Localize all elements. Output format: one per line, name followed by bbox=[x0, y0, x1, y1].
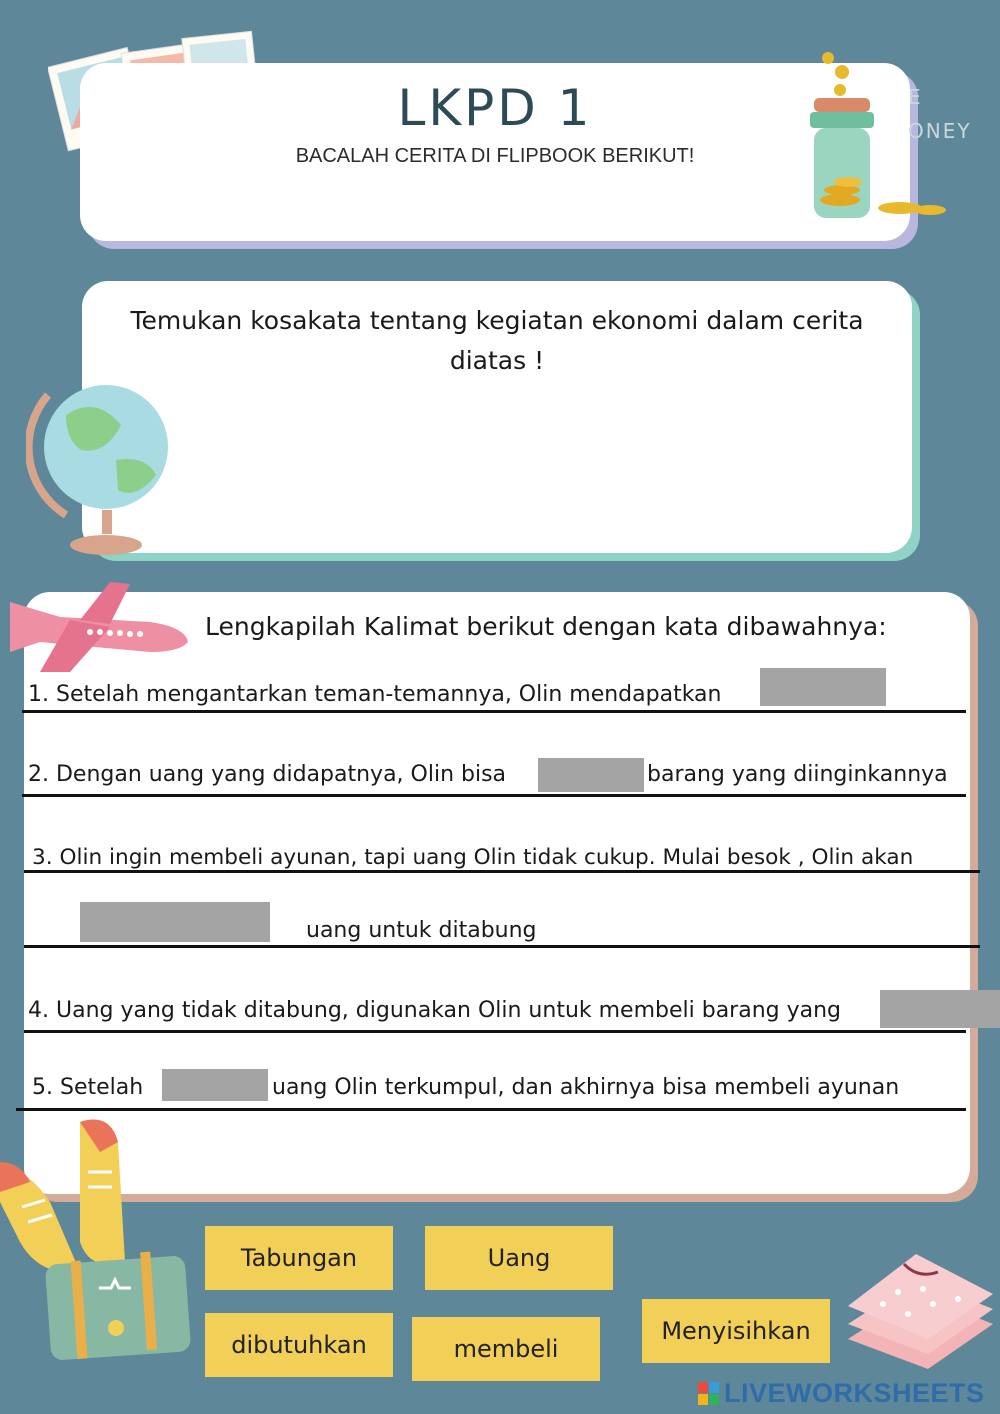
airplane-icon bbox=[0, 572, 195, 677]
question-5-part-a: 5. Setelah bbox=[32, 1075, 144, 1100]
drop-zone-1[interactable] bbox=[760, 668, 886, 706]
vocab-card bbox=[82, 281, 912, 553]
question-5-part-b: uang Olin terkumpul, dan akhirnya bisa membeli ayunan bbox=[272, 1075, 900, 1100]
question-1: 1. Setelah mengantarkan teman-temannya, Olin mendapatkan bbox=[28, 682, 722, 707]
drop-zone-2[interactable] bbox=[538, 758, 644, 792]
question-3-part-a: 3. Olin ingin membeli ayunan, tapi uang Olin tidak cukup. Mulai besok , Olin akan bbox=[32, 845, 914, 870]
question-4: 4. Uang yang tidak ditabung, digunakan Olin untuk membeli barang yang bbox=[28, 998, 842, 1023]
word-chip-tabungan[interactable]: Tabungan bbox=[205, 1226, 393, 1290]
question-2-part-b: barang yang diinginkannya bbox=[647, 762, 948, 787]
globe-icon bbox=[26, 365, 176, 565]
word-chip-dibutuhkan[interactable]: dibutuhkan bbox=[205, 1313, 393, 1377]
question-2-part-a: 2. Dengan uang yang didapatnya, Olin bisa bbox=[28, 762, 507, 787]
jar-caption bbox=[908, 80, 972, 148]
brand-watermark bbox=[698, 1378, 985, 1409]
jar-caption-top: E bbox=[908, 85, 923, 109]
folded-clothes-icon bbox=[838, 1244, 998, 1374]
word-chip-menyisihkan[interactable]: Menyisihkan bbox=[642, 1299, 830, 1363]
page-subtitle: BACALAH CERITA DI FLIPBOOK BERIKUT! bbox=[295, 145, 695, 167]
word-chip-uang[interactable]: Uang bbox=[425, 1226, 613, 1290]
answer-line-3a bbox=[24, 870, 980, 873]
word-chip-membeli[interactable]: membeli bbox=[412, 1317, 600, 1381]
page-title: LKPD 1 bbox=[397, 79, 593, 137]
brand-text: LIVEWORKSHEETS bbox=[724, 1378, 985, 1408]
suitcase-icon bbox=[44, 1248, 196, 1363]
question-3-part-b: uang untuk ditabung bbox=[306, 918, 537, 943]
answer-line-2 bbox=[22, 794, 966, 797]
answer-line-1 bbox=[22, 710, 966, 713]
header-card bbox=[80, 63, 910, 241]
instruction-text: Lengkapilah Kalimat berikut dengan kata dibawahnya: bbox=[205, 612, 887, 641]
drop-zone-4[interactable] bbox=[880, 990, 1000, 1028]
jar-caption-bottom: ONEY bbox=[908, 119, 972, 143]
answer-line-4 bbox=[24, 1030, 966, 1033]
answer-line-3b bbox=[24, 945, 980, 948]
drop-zone-5[interactable] bbox=[162, 1069, 268, 1101]
drop-zone-3[interactable] bbox=[80, 902, 270, 942]
vocab-prompt: Temukan kosakata tentang kegiatan ekonomi dalam cerita diatas ! bbox=[130, 306, 864, 375]
answer-line-5 bbox=[16, 1108, 966, 1111]
